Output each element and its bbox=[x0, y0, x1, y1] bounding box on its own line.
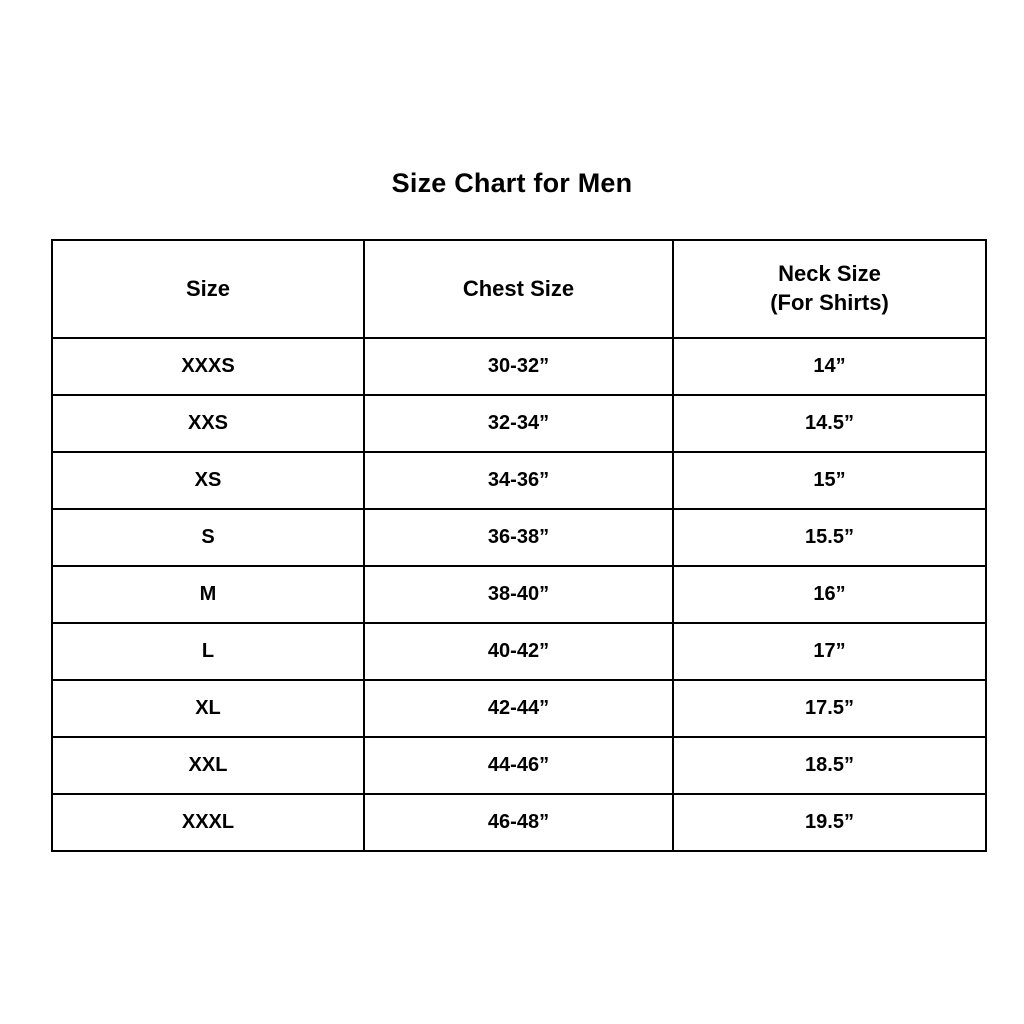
table-row bbox=[52, 623, 986, 680]
table-row bbox=[52, 452, 986, 509]
cell-chest: 32-34” bbox=[364, 395, 673, 452]
cell-neck: 18.5” bbox=[673, 737, 986, 794]
cell-neck: 19.5” bbox=[673, 794, 986, 851]
cell-size: XXL bbox=[52, 737, 364, 794]
cell-neck: 17.5” bbox=[673, 680, 986, 737]
cell-size: XL bbox=[52, 680, 364, 737]
table-body bbox=[52, 338, 986, 851]
cell-chest: 42-44” bbox=[364, 680, 673, 737]
column-header-chest-size-label: Chest Size bbox=[462, 275, 575, 301]
cell-size: S bbox=[52, 509, 364, 566]
column-header-neck-size-label: Neck Size bbox=[778, 261, 881, 287]
cell-neck: 15” bbox=[673, 452, 986, 509]
cell-size: XXXS bbox=[52, 338, 364, 395]
cell-chest: 44-46” bbox=[364, 737, 673, 794]
column-header-chest-size bbox=[364, 240, 673, 338]
cell-size: XXS bbox=[52, 395, 364, 452]
column-header-neck-size bbox=[673, 240, 986, 338]
size-chart-table bbox=[51, 239, 987, 852]
cell-neck: 14” bbox=[673, 338, 986, 395]
cell-chest: 30-32” bbox=[364, 338, 673, 395]
cell-neck: 14.5” bbox=[673, 395, 986, 452]
table-header bbox=[52, 240, 986, 338]
cell-chest: 38-40” bbox=[364, 566, 673, 623]
page-title: Size Chart for Men bbox=[391, 168, 633, 198]
cell-chest: 34-36” bbox=[364, 452, 673, 509]
table-row bbox=[52, 566, 986, 623]
table-row bbox=[52, 338, 986, 395]
table-header-row bbox=[52, 240, 986, 338]
cell-size: XXXL bbox=[52, 794, 364, 851]
column-header-neck-size-sublabel: (For Shirts) bbox=[770, 290, 889, 315]
column-header-size-label: Size bbox=[185, 275, 231, 301]
table-row bbox=[52, 509, 986, 566]
cell-neck: 17” bbox=[673, 623, 986, 680]
cell-size: M bbox=[52, 566, 364, 623]
table-row bbox=[52, 737, 986, 794]
cell-neck: 16” bbox=[673, 566, 986, 623]
table-row bbox=[52, 794, 986, 851]
table-row bbox=[52, 680, 986, 737]
cell-chest: 40-42” bbox=[364, 623, 673, 680]
cell-size: XS bbox=[52, 452, 364, 509]
cell-size: L bbox=[52, 623, 364, 680]
cell-chest: 36-38” bbox=[364, 509, 673, 566]
column-header-size bbox=[52, 240, 364, 338]
cell-chest: 46-48” bbox=[364, 794, 673, 851]
cell-neck: 15.5” bbox=[673, 509, 986, 566]
table-row bbox=[52, 395, 986, 452]
